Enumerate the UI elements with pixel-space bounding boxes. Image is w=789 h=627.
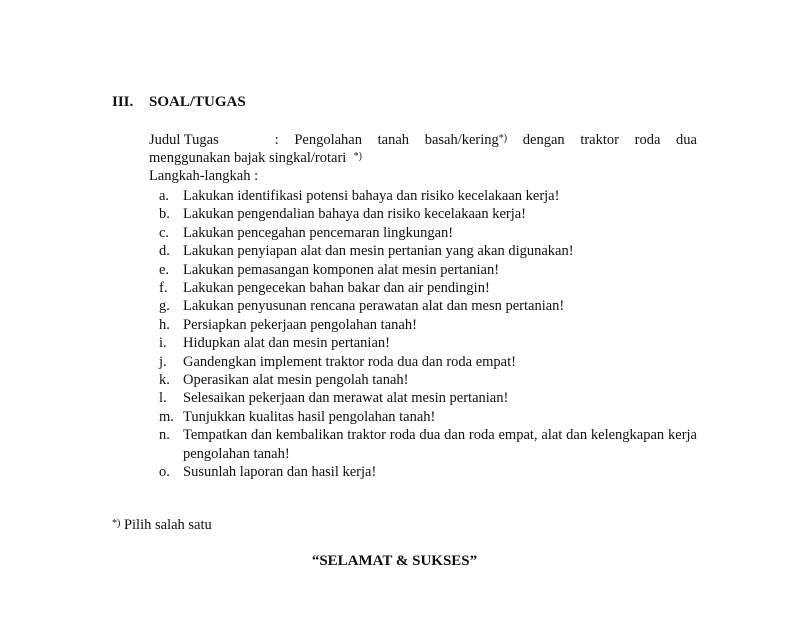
list-item: e. Lakukan pemasangan komponen alat mesin pertanian!: [159, 261, 500, 278]
list-item: g. Lakukan penyusunan rencana perawatan alat dan mesn pertanian!: [159, 298, 565, 315]
list-item: l. Selesaikan pekerjaan dan merawat alat mesin pertanian!: [159, 390, 509, 407]
list-item: j. Gandengkan implement traktor roda dua dan roda empat!: [159, 353, 516, 370]
section-title: SOAL/TUGAS: [149, 94, 246, 110]
steps-list: [149, 187, 697, 482]
task-title-line-2: [149, 149, 362, 169]
list-item: h. Persiapkan pekerjaan pengolahan tanah!: [159, 316, 417, 333]
list-item: n. Tempatkan dan kembalikan traktor roda dua dan roda empat, alat dan kelengkapan kerja pengolahan tanah!: [159, 427, 697, 462]
list-item: a. Lakukan identifikasi potensi bahaya dan risiko kecelakaan kerja!: [159, 188, 560, 204]
list-item: b. Lakukan pengendalian bahaya dan risiko kecelakaan kerja!: [159, 206, 527, 223]
task-title-line: [149, 131, 697, 151]
task-title-continuation: menggunakan bajak singkal/rotari: [149, 150, 347, 166]
task-label: Judul Tugas: [149, 132, 219, 148]
footnote-mark: *): [112, 518, 121, 529]
steps-label: Langkah-langkah :: [149, 168, 259, 184]
task-footnote-mark-2: *): [353, 151, 362, 162]
section-number: III.: [112, 94, 134, 110]
task-title-text: Pengolahan tanah basah/kering: [294, 132, 499, 148]
footnote-text: Pilih salah satu: [123, 517, 212, 533]
list-item: f. Lakukan pengecekan bahan bakar dan air pendingin!: [159, 280, 490, 297]
list-item: c. Lakukan pencegahan pencemaran lingkungan!: [159, 224, 454, 241]
task-colon: :: [274, 132, 279, 148]
list-item: i. Hidupkan alat dan mesin pertanian!: [159, 335, 390, 352]
section-heading: [112, 94, 246, 111]
list-item: d. Lakukan penyiapan alat dan mesin pertanian yang akan digunakan!: [159, 243, 574, 260]
task-title-tail: dengan traktor roda dua: [522, 132, 697, 148]
task-footnote-mark-1: *): [498, 133, 508, 144]
closing-message: “SELAMAT & SUKSES”: [311, 553, 478, 569]
footnote: [112, 516, 212, 536]
list-item: m. Tunjukkan kualitas hasil pengolahan tanah!: [159, 408, 436, 425]
list-item: k. Operasikan alat mesin pengolah tanah!: [159, 372, 409, 389]
list-item: o. Susunlah laporan dan hasil kerja!: [159, 464, 377, 481]
